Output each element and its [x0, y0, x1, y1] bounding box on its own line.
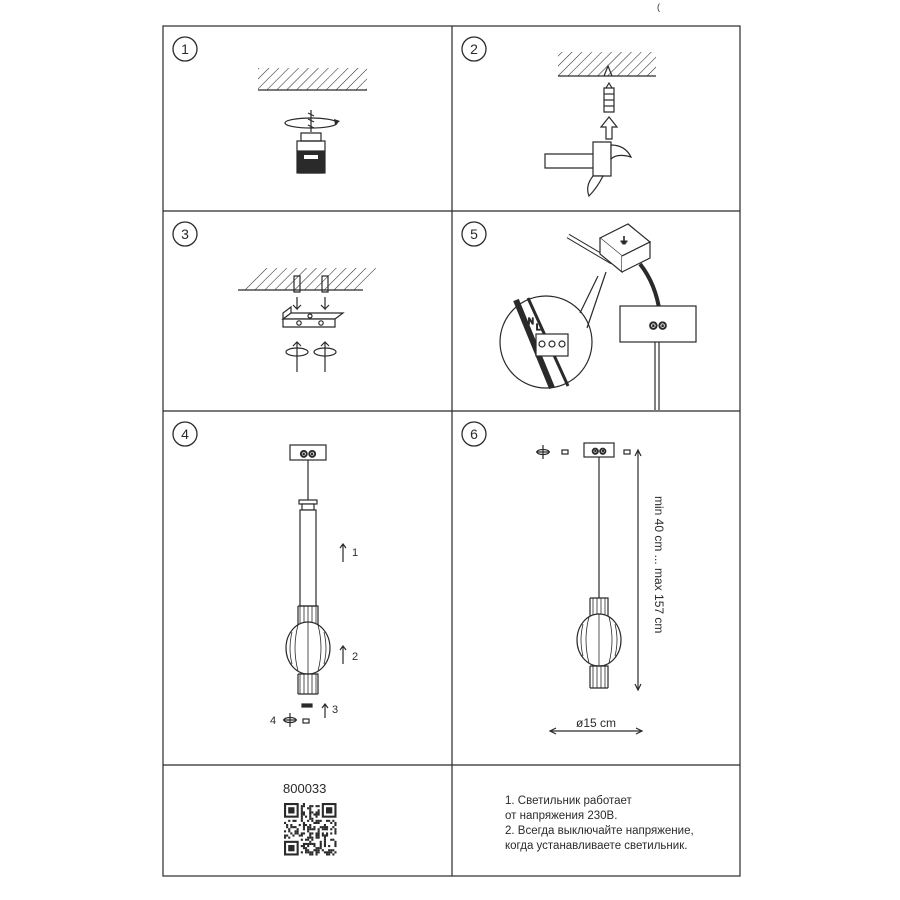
- note-line-3: 2. Всегда выключайте напряжение,: [505, 825, 694, 837]
- ceiling-hatch: [258, 68, 367, 90]
- qr-code: [284, 803, 337, 856]
- ceiling-hatch: [558, 52, 656, 76]
- tube-part: [300, 510, 316, 606]
- svg-text:2: 2: [470, 41, 478, 57]
- hammer-icon: [545, 142, 631, 196]
- article-number: 800033: [283, 781, 327, 796]
- grid-frame: [163, 26, 740, 876]
- callout-label-4: 4: [270, 715, 277, 727]
- mounting-bracket-icon: [283, 307, 343, 327]
- step-4-illustration: [283, 445, 346, 727]
- note-line-4: когда устанавливаете светильник.: [505, 840, 688, 852]
- height-dimension-label: min 40 cm ... max 157 cm: [652, 496, 666, 634]
- svg-text:N: N: [528, 317, 534, 326]
- ribbed-shade-icon: [286, 606, 330, 694]
- diameter-dimension-label: ø15 cm: [575, 716, 617, 730]
- svg-text:L: L: [536, 323, 541, 332]
- step-badge-5: [462, 222, 486, 246]
- ribbed-shade-icon: [577, 598, 621, 688]
- svg-text:⊙⊙: ⊙⊙: [591, 446, 607, 456]
- step-6-illustration: [536, 443, 642, 734]
- step-3-illustration: [238, 268, 383, 372]
- step-1-illustration: [258, 68, 367, 173]
- callout-label-3: 3: [332, 704, 339, 716]
- step-badge-4: [173, 422, 197, 446]
- step-badge-3: [173, 222, 197, 246]
- terminal-screws-icon: [536, 334, 568, 356]
- svg-text:5: 5: [470, 226, 478, 242]
- svg-text:⏚: ⏚: [619, 236, 629, 246]
- callout-label-2: 2: [352, 651, 359, 663]
- callout-label-1: 1: [352, 547, 359, 559]
- svg-text:3: 3: [181, 226, 189, 242]
- step-5-illustration: [500, 224, 696, 410]
- note-line-1: 1. Светильник работает: [505, 795, 632, 807]
- up-arrow-icon: [601, 117, 617, 139]
- step-badge-6: [462, 422, 486, 446]
- svg-text:⊙⊙: ⊙⊙: [299, 449, 317, 460]
- ceiling-hatch: [238, 268, 383, 290]
- note-line-2: от напряжения 230В.: [505, 810, 618, 822]
- svg-text:6: 6: [470, 426, 478, 442]
- step-badge-2: [462, 37, 486, 61]
- svg-text:1: 1: [181, 41, 189, 57]
- step-badge-1: [173, 37, 197, 61]
- svg-text:⊙⊙: ⊙⊙: [648, 320, 668, 332]
- safety-notes: [505, 795, 694, 852]
- step-2-illustration: [545, 52, 656, 196]
- corner-mark: (: [657, 2, 660, 12]
- svg-text:4: 4: [181, 426, 189, 442]
